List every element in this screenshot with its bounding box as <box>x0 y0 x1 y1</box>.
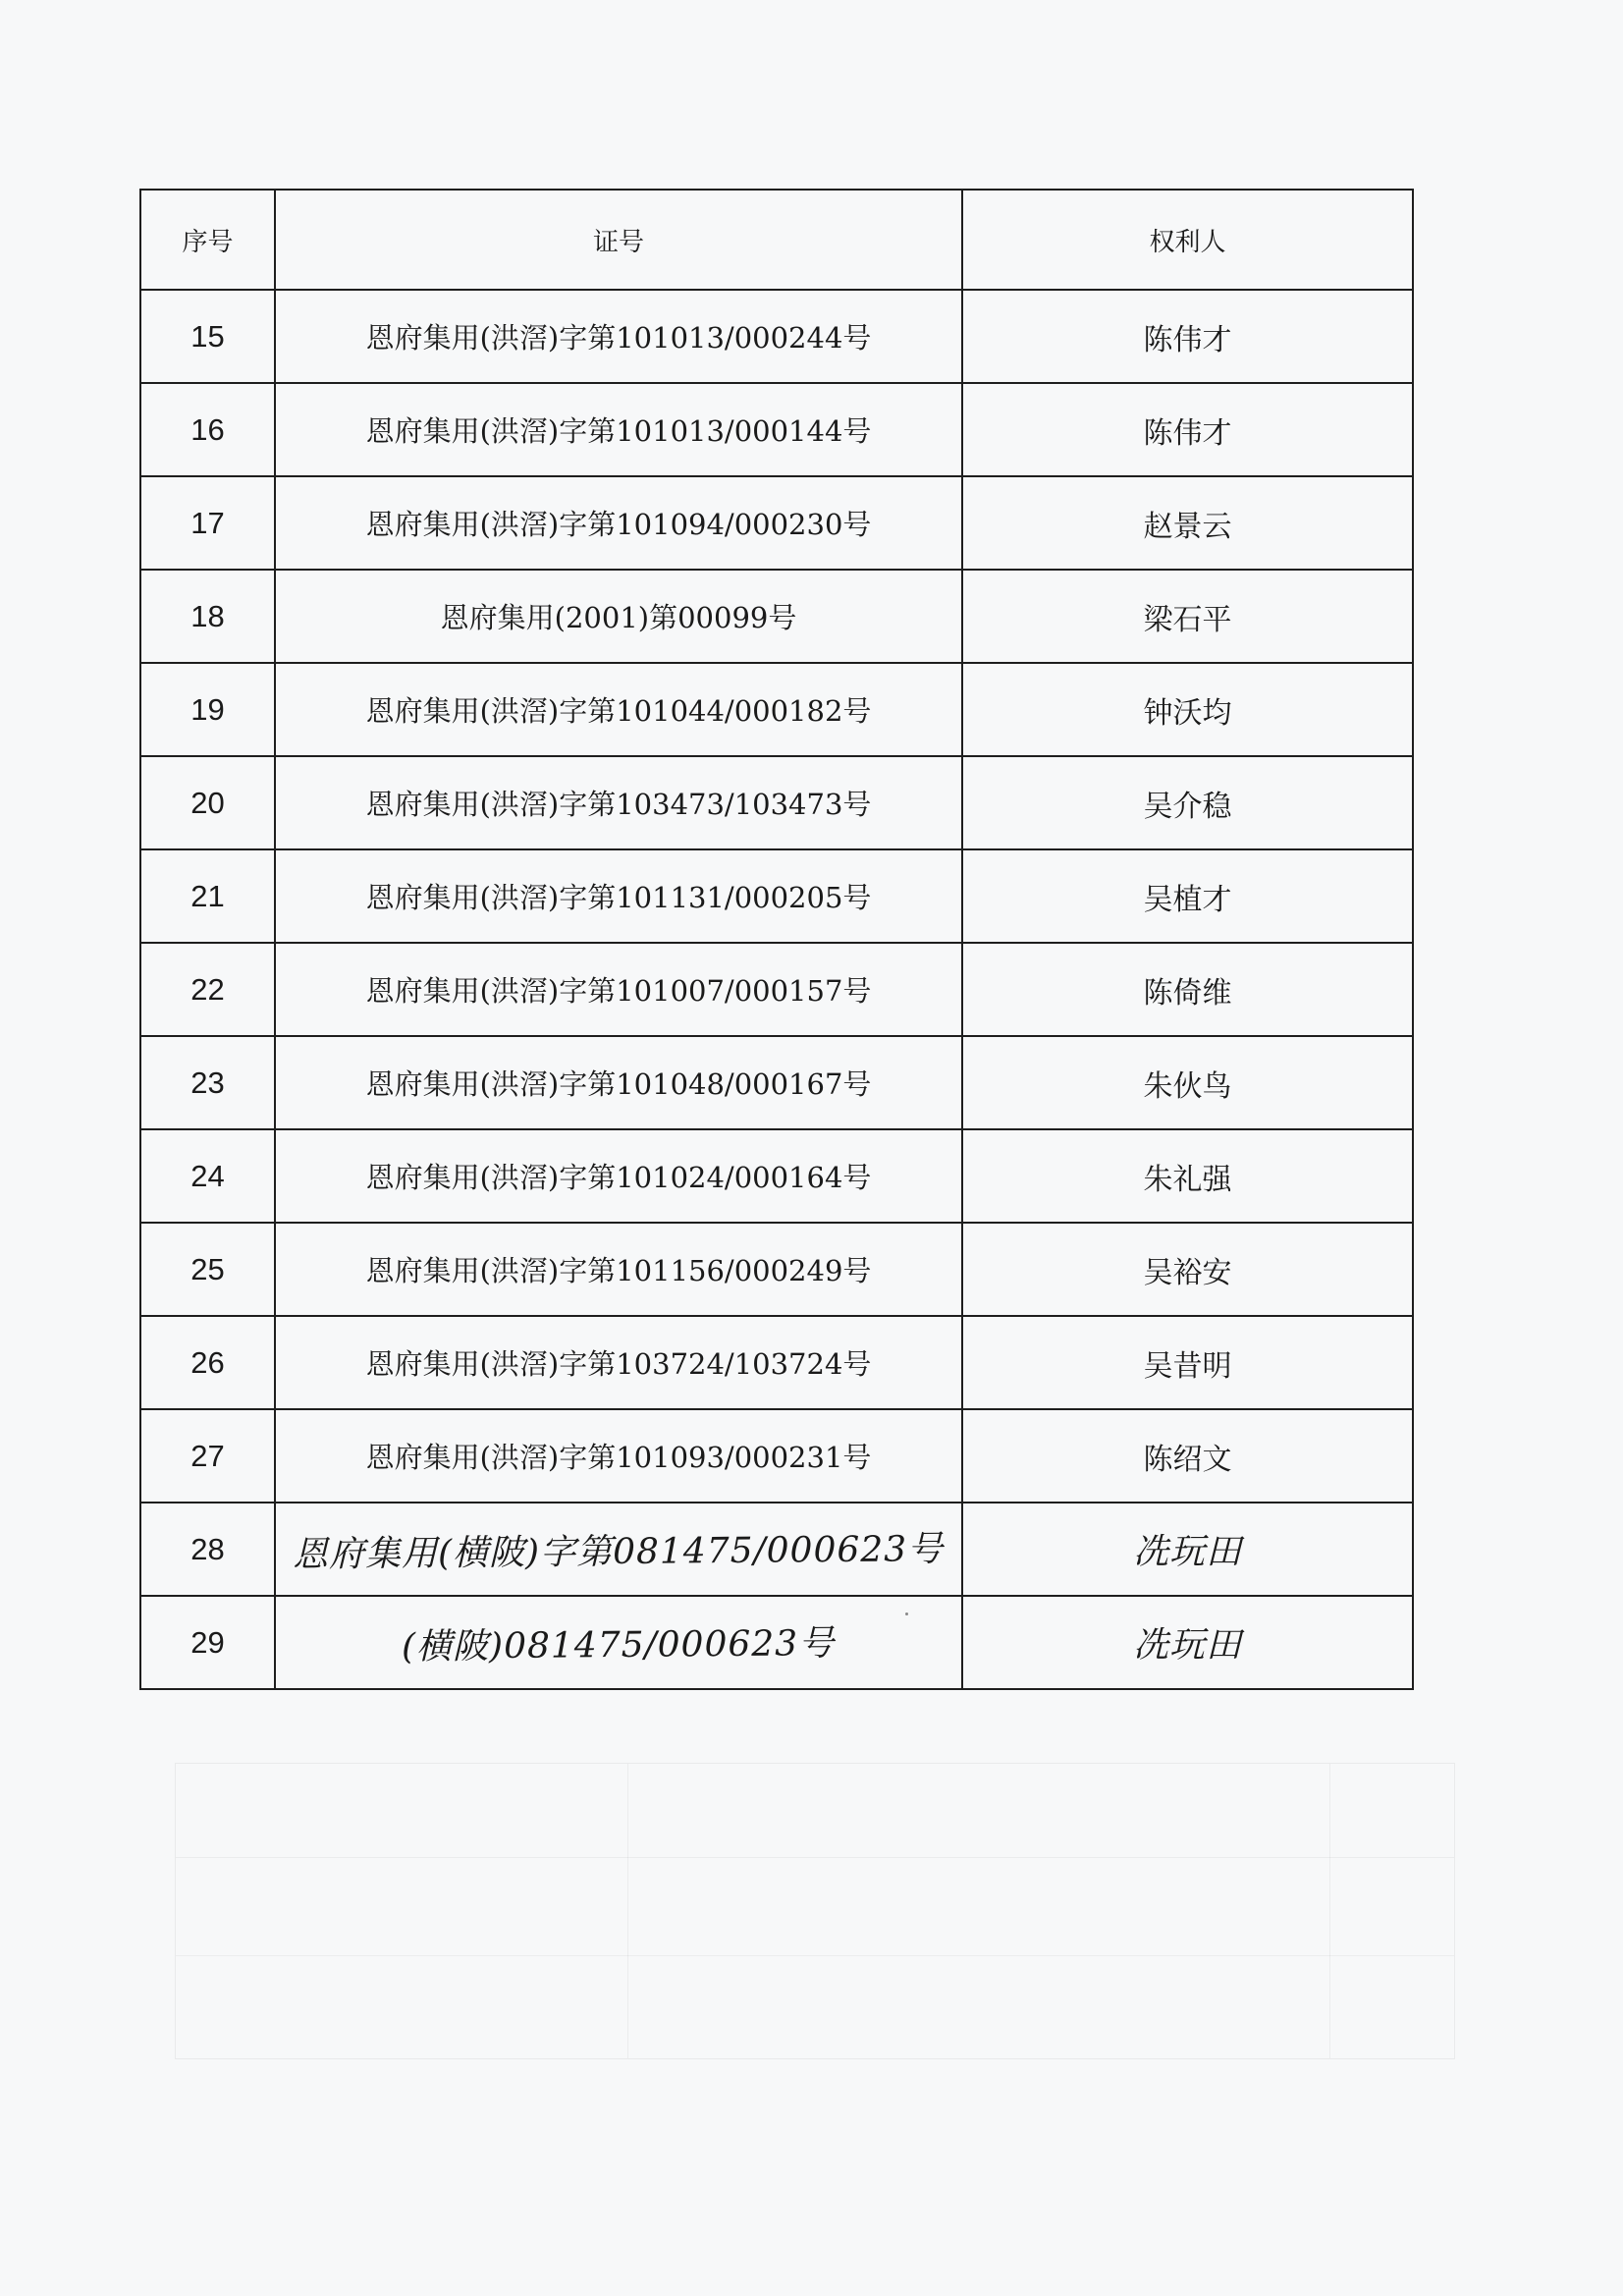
row-cert: 恩府集用(洪滘)字第101013/000244号 <box>275 290 962 383</box>
row-seq: 24 <box>140 1129 275 1223</box>
row-seq: 16 <box>140 383 275 476</box>
row-owner: 赵景云 <box>962 476 1413 570</box>
row-owner: 陈伟才 <box>962 290 1413 383</box>
row-seq: 28 <box>140 1503 275 1596</box>
table-row <box>140 756 1413 849</box>
row-seq: 27 <box>140 1409 275 1503</box>
row-cert: 恩府集用(洪滘)字第101093/000231号 <box>275 1409 962 1503</box>
row-seq: 19 <box>140 663 275 756</box>
table-row <box>140 1036 1413 1129</box>
row-seq: 26 <box>140 1316 275 1409</box>
row-owner: 吴介稳 <box>962 756 1413 849</box>
row-cert: 恩府集用(洪滘)字第101013/000144号 <box>275 383 962 476</box>
row-cert: 恩府集用(洪滘)字第101007/000157号 <box>275 943 962 1036</box>
row-owner: 吴裕安 <box>962 1223 1413 1316</box>
row-cert-handwritten <box>275 1596 962 1689</box>
table-row <box>140 570 1413 663</box>
table-row-handwritten <box>140 1596 1413 1689</box>
row-owner-handwritten: 冼玩田 <box>962 1503 1413 1596</box>
header-cert: 证号 <box>275 190 962 290</box>
row-owner: 陈伟才 <box>962 383 1413 476</box>
row-seq: 21 <box>140 849 275 943</box>
table-header-row <box>140 190 1413 290</box>
row-cert: 恩府集用(洪滘)字第103473/103473号 <box>275 756 962 849</box>
row-cert: 恩府集用(洪滘)字第101131/000205号 <box>275 849 962 943</box>
row-owner: 钟沃均 <box>962 663 1413 756</box>
table-row <box>140 1409 1413 1503</box>
row-seq: 20 <box>140 756 275 849</box>
row-seq: 17 <box>140 476 275 570</box>
table-row <box>140 383 1413 476</box>
header-owner: 权利人 <box>962 190 1413 290</box>
row-owner: 吴植才 <box>962 849 1413 943</box>
certificate-table <box>139 189 1414 1690</box>
row-cert-handwritten <box>275 1503 962 1596</box>
handwritten-cert-text: (横陂)081475/000623号 <box>402 1623 836 1667</box>
table-row <box>140 476 1413 570</box>
table-row <box>140 1316 1413 1409</box>
table-row <box>140 290 1413 383</box>
row-owner: 朱伙鸟 <box>962 1036 1413 1129</box>
row-cert: 恩府集用(洪滘)字第101024/000164号 <box>275 1129 962 1223</box>
table-row <box>140 1223 1413 1316</box>
row-owner: 朱礼强 <box>962 1129 1413 1223</box>
row-owner: 陈倚维 <box>962 943 1413 1036</box>
row-seq: 23 <box>140 1036 275 1129</box>
bleed-through-grid <box>175 1763 1455 2059</box>
table-row <box>140 943 1413 1036</box>
scan-speck <box>905 1613 908 1615</box>
row-cert: 恩府集用(洪滘)字第103724/103724号 <box>275 1316 962 1409</box>
row-owner: 吴昔明 <box>962 1316 1413 1409</box>
row-cert: 恩府集用(洪滘)字第101156/000249号 <box>275 1223 962 1316</box>
row-seq: 29 <box>140 1596 275 1689</box>
table-row <box>140 849 1413 943</box>
header-seq: 序号 <box>140 190 275 290</box>
row-cert: 恩府集用(洪滘)字第101048/000167号 <box>275 1036 962 1129</box>
table-row <box>140 1129 1413 1223</box>
row-seq: 18 <box>140 570 275 663</box>
row-seq: 22 <box>140 943 275 1036</box>
row-cert: 恩府集用(2001)第00099号 <box>275 570 962 663</box>
row-owner: 陈绍文 <box>962 1409 1413 1503</box>
handwritten-cert-text: 恩府集用(横陂)字第081475/000623号 <box>293 1529 945 1575</box>
row-cert: 恩府集用(洪滘)字第101044/000182号 <box>275 663 962 756</box>
row-cert: 恩府集用(洪滘)字第101094/000230号 <box>275 476 962 570</box>
table-row-handwritten <box>140 1503 1413 1596</box>
row-seq: 15 <box>140 290 275 383</box>
table-row <box>140 663 1413 756</box>
row-owner-handwritten: 冼玩田 <box>962 1596 1413 1689</box>
row-seq: 25 <box>140 1223 275 1316</box>
row-owner: 梁石平 <box>962 570 1413 663</box>
